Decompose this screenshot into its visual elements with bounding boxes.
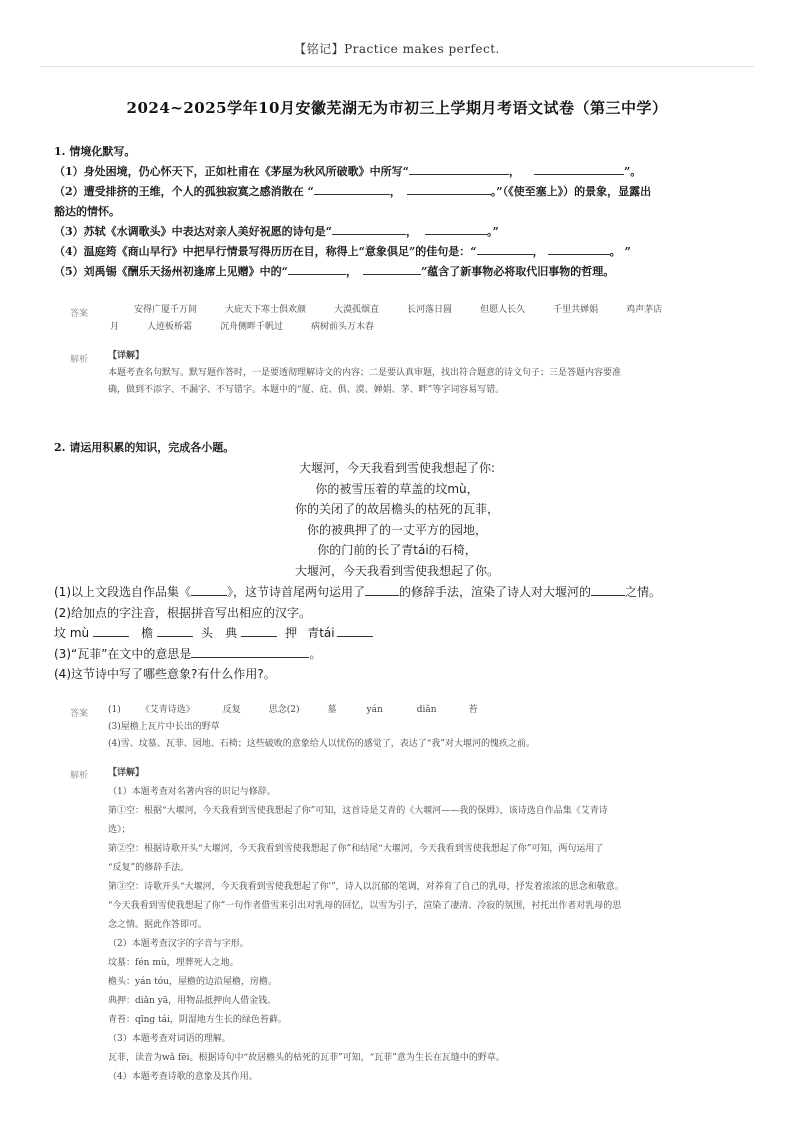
header-divider — [40, 66, 754, 67]
answer-blank[interactable] — [548, 242, 610, 255]
q2-answer-line: (4)雪、坟墓、瓦菲、园地、石椅；这些破败的意象给人以忧伤的感觉了，表达了“我”对大堰河的愧疚之前。 — [108, 739, 535, 749]
q2-analysis-line: 坟墓：fén mù，埋葬死人之地。 — [108, 958, 239, 968]
q2-answer-item: diǎn — [416, 705, 437, 715]
answer-blank[interactable] — [288, 262, 346, 275]
q2-sub-1 — [54, 582, 744, 603]
answer-blank[interactable] — [409, 162, 509, 175]
q2-sub-1-text: 之情。 — [625, 585, 662, 599]
q1-answer-item: 人迹板桥霜 — [147, 322, 193, 332]
q1-line-4-text-a: （4）温庭筠《商山早行》中把早行情景写得历历在目，称得上“意象俱足”的佳句是：“ — [54, 245, 477, 258]
q2-answer-label: 答案 — [70, 709, 89, 719]
q2-analysis-line: 典押：diǎn yā，用物品抵押向人借金钱。 — [108, 996, 277, 1006]
q1-analysis-title: 【详解】 — [108, 351, 145, 361]
q2-sub-2-item: 头 — [201, 626, 214, 640]
poem-line: 你的关闭了的故居檐头的枯死的瓦菲， — [294, 502, 499, 516]
q1-line-3-text-a: （3）苏轼《水调歌头》中表达对亲人美好祝愿的诗句是“ — [54, 225, 332, 238]
q2-answer-item: 《艾青诗选》 — [140, 705, 195, 715]
q1-line-2-text-a: （2）遭受排挤的王维，个人的孤独寂寞之感消散在 “ — [54, 185, 314, 198]
q1-line-2 — [54, 182, 744, 202]
answer-blank[interactable] — [407, 182, 491, 195]
poem — [0, 458, 794, 581]
q2-answer-item: yán — [366, 705, 383, 715]
q2-analysis-label: 解析 — [70, 771, 89, 781]
q2-analysis-line: “今天我看到雪使我想起了你”一句作者借雪来引出对乳母的回忆，以雪为引子，渲染了凄清、冷寂的氛围，衬托出作者对乳母的思 — [108, 901, 622, 911]
poem-line: 你的被典押了的一丈平方的园地， — [306, 522, 487, 537]
q2-analysis-line: 念之情。据此作答即可。 — [108, 920, 208, 930]
q2-analysis-line: （1）本题考查对名著内容的识记与修辞。 — [108, 787, 276, 797]
q2-sub-4: (4)这节诗中写了哪些意象?有什么作用?。 — [54, 667, 276, 681]
q1-answer-item: 月 — [110, 322, 120, 332]
q2-analysis-line: （2）本题考查汉字的字音与字形。 — [108, 939, 249, 949]
q1-answer-item: 病树前头万木春 — [311, 322, 375, 332]
q1-line-1-text-c: ”。 — [623, 165, 642, 178]
q2-sub-2-item: 押 — [285, 626, 298, 640]
q2-sub-2-item: 檐 — [141, 626, 154, 640]
q2-analysis — [108, 764, 728, 1087]
q2-sub-1-text: (1)以上文段选自作品集《 — [54, 585, 191, 599]
q2-sub-2-item: 坟 mù — [54, 626, 90, 640]
q1-answer-item: 沉舟侧畔千帆过 — [220, 322, 284, 332]
q1-line-2-cont: 豁达的情怀。 — [54, 205, 120, 218]
q1-line-4-text-b: ， — [532, 245, 544, 258]
q1-line-3-text-c: 。” — [486, 225, 499, 238]
question-1-heading: 1. 情境化默写。 — [54, 145, 136, 158]
q1-answer-item: 但愿人长久 — [480, 305, 526, 315]
q1-line-5-text-b: ， — [345, 265, 357, 278]
q2-answer-item: 思念(2) — [268, 705, 300, 715]
answer-blank[interactable] — [365, 583, 399, 596]
answer-blank[interactable] — [363, 262, 421, 275]
q1-line-3 — [54, 222, 744, 242]
q2-answer-item: 苔 — [468, 705, 478, 715]
q1-line-1-text-b: ， — [508, 165, 520, 178]
q1-line-1 — [54, 162, 744, 182]
q1-analysis-line: 确，做到不添字、不漏字、不写错字。本题中的“厦、庇、俱、漠、婵娟、茅、畔”等字词容易写错。 — [108, 385, 505, 395]
q1-line-4 — [54, 242, 744, 262]
q2-sub-1-text: 》，这节诗首尾两句运用了 — [227, 585, 366, 599]
answer-blank[interactable] — [157, 624, 193, 637]
answer-blank[interactable] — [591, 583, 625, 596]
question-2-heading — [54, 438, 744, 458]
answer-blank[interactable] — [93, 624, 129, 637]
question-2-title: 2. 请运用积累的知识，完成各小题。 — [54, 441, 235, 454]
q1-line-5-text-c: ”蕴含了新事物必将取代旧事物的哲理。 — [420, 265, 615, 278]
q2-answer — [108, 702, 728, 753]
answer-blank[interactable] — [332, 222, 406, 235]
q2-sub-2-item: 典 — [225, 626, 238, 640]
poem-line: 你的门前的长了青tái的石椅， — [317, 543, 477, 557]
q2-sub-3-text: (3)“瓦菲”在文中的意思是 — [54, 646, 192, 661]
q1-answer-item: 鸡声茅店 — [626, 305, 663, 315]
q2-analysis-line: （3）本题考查对词语的理解。 — [108, 1034, 231, 1044]
poem-line: 你的被雪压着的草盖的坟mù， — [315, 481, 479, 496]
q2-sub-3 — [54, 644, 744, 665]
q2-analysis-line: 第②空：根据诗歌开头“大堰河，今天我看到雪使我想起了你”和结尾“大堰河，今天我看到雪使我想起了你”可知，两句运用了 — [108, 844, 604, 854]
answer-blank[interactable] — [314, 182, 390, 195]
q2-analysis-line: 选》； — [108, 825, 131, 835]
q2-answer-line: (3)屋檐上瓦片中长出的野草 — [108, 722, 220, 732]
answer-blank[interactable] — [241, 624, 277, 637]
q1-answer — [110, 302, 730, 336]
q2-answer-item: 反复 — [222, 705, 241, 715]
question-1 — [54, 142, 744, 282]
q2-analysis-line: “反复”的修辞手法。 — [108, 863, 190, 873]
q2-analysis-title: 【详解】 — [108, 768, 145, 778]
q1-line-3-text-b: ， — [405, 225, 417, 238]
q2-sub-2-items — [54, 623, 744, 644]
q1-line-1-text-a: （1）身处困境，仍心怀天下，正如杜甫在《茅屋为秋风所破歌》中所写“ — [54, 165, 409, 178]
q1-answer-item: 千里共婵娟 — [553, 305, 599, 315]
q1-answer-item: 大漠孤烟直 — [334, 305, 380, 315]
q2-analysis-line: 檐头：yán tóu，屋檐的边沿屋檐，房檐。 — [108, 977, 277, 987]
q2-sub-2-item: 青tái — [307, 626, 335, 640]
answer-blank[interactable] — [534, 162, 624, 175]
q1-answer-label: 答案 — [70, 309, 89, 319]
q2-answer-item: (1) — [108, 705, 121, 715]
q1-answer-item: 长河落日圆 — [407, 305, 453, 315]
page-header: 【铭记】Practice makes perfect. — [294, 42, 500, 56]
q1-line-2-text-c: 。”（《使至塞上》）的景象，显露出 — [490, 185, 652, 198]
page-title: 2024~2025学年10月安徽芜湖无为市初三上学期月考语文试卷（第三中学） — [126, 99, 668, 117]
q1-analysis — [108, 348, 728, 399]
q2-answer-item: 墓 — [327, 705, 337, 715]
answer-blank[interactable] — [191, 583, 227, 596]
answer-blank[interactable] — [425, 222, 487, 235]
q2-analysis-line: 第③空：诗歌开头“大堰河，今天我看到雪使我想起了你'”，诗人以沉郁的笔调，对养育了自己的乳母，抒发着浓浓的思念和敬意。 — [108, 882, 624, 892]
q1-line-5 — [54, 262, 744, 282]
answer-blank[interactable] — [477, 242, 533, 255]
q2-sub-1-text: 的修辞手法，渲染了诗人对大堰河的 — [399, 585, 592, 599]
question-2-subquestions — [54, 582, 744, 685]
poem-line: 大堰河，今天我看到雪使我想起了你。 — [294, 563, 499, 578]
q2-analysis-line: 青苔：qīng tái，阴湿地方生长的绿色苔藓。 — [108, 1015, 287, 1025]
poem-line: 大堰河，今天我看到雪使我想起了你: — [298, 461, 496, 475]
answer-blank[interactable] — [337, 624, 373, 637]
q2-analysis-line: 第①空：根据“大堰河，今天我看到雪使我想起了你”可知，这首诗是艾青的《大堰河——我的保姆》，该诗选自作品集《艾青诗 — [108, 806, 608, 816]
q1-line-5-text-a: （5）刘禹锡《酬乐天扬州初逢席上见赠》中的“ — [54, 265, 288, 278]
q1-answer-item: 安得广厦千万间 — [134, 305, 198, 315]
q1-line-2-text-b: ， — [389, 185, 401, 198]
q1-analysis-line: 本题考查名句默写。默写题作答时，一是要透彻理解诗文的内容；二是要认真审题，找出符合题意的诗文句子；三是答题内容要准 — [108, 368, 622, 378]
q1-line-4-text-c: 。 ” — [609, 245, 631, 258]
q2-sub-3-text: 。 — [309, 646, 322, 661]
q2-analysis-line: （4）本题考查诗歌的意象及其作用。 — [108, 1072, 258, 1082]
q1-answer-item: 大庇天下寒士俱欢颜 — [225, 305, 307, 315]
q2-sub-2: (2)给加点的字注音，根据拼音写出相应的汉字。 — [54, 605, 311, 620]
answer-blank[interactable] — [191, 645, 309, 658]
q2-analysis-line: 瓦菲，读音为wǎ fēi。根据诗句中“故居檐头的枯死的瓦菲”可知，“瓦菲”意为生长在瓦缝中的野草。 — [108, 1053, 505, 1063]
q1-analysis-label: 解析 — [70, 355, 89, 365]
